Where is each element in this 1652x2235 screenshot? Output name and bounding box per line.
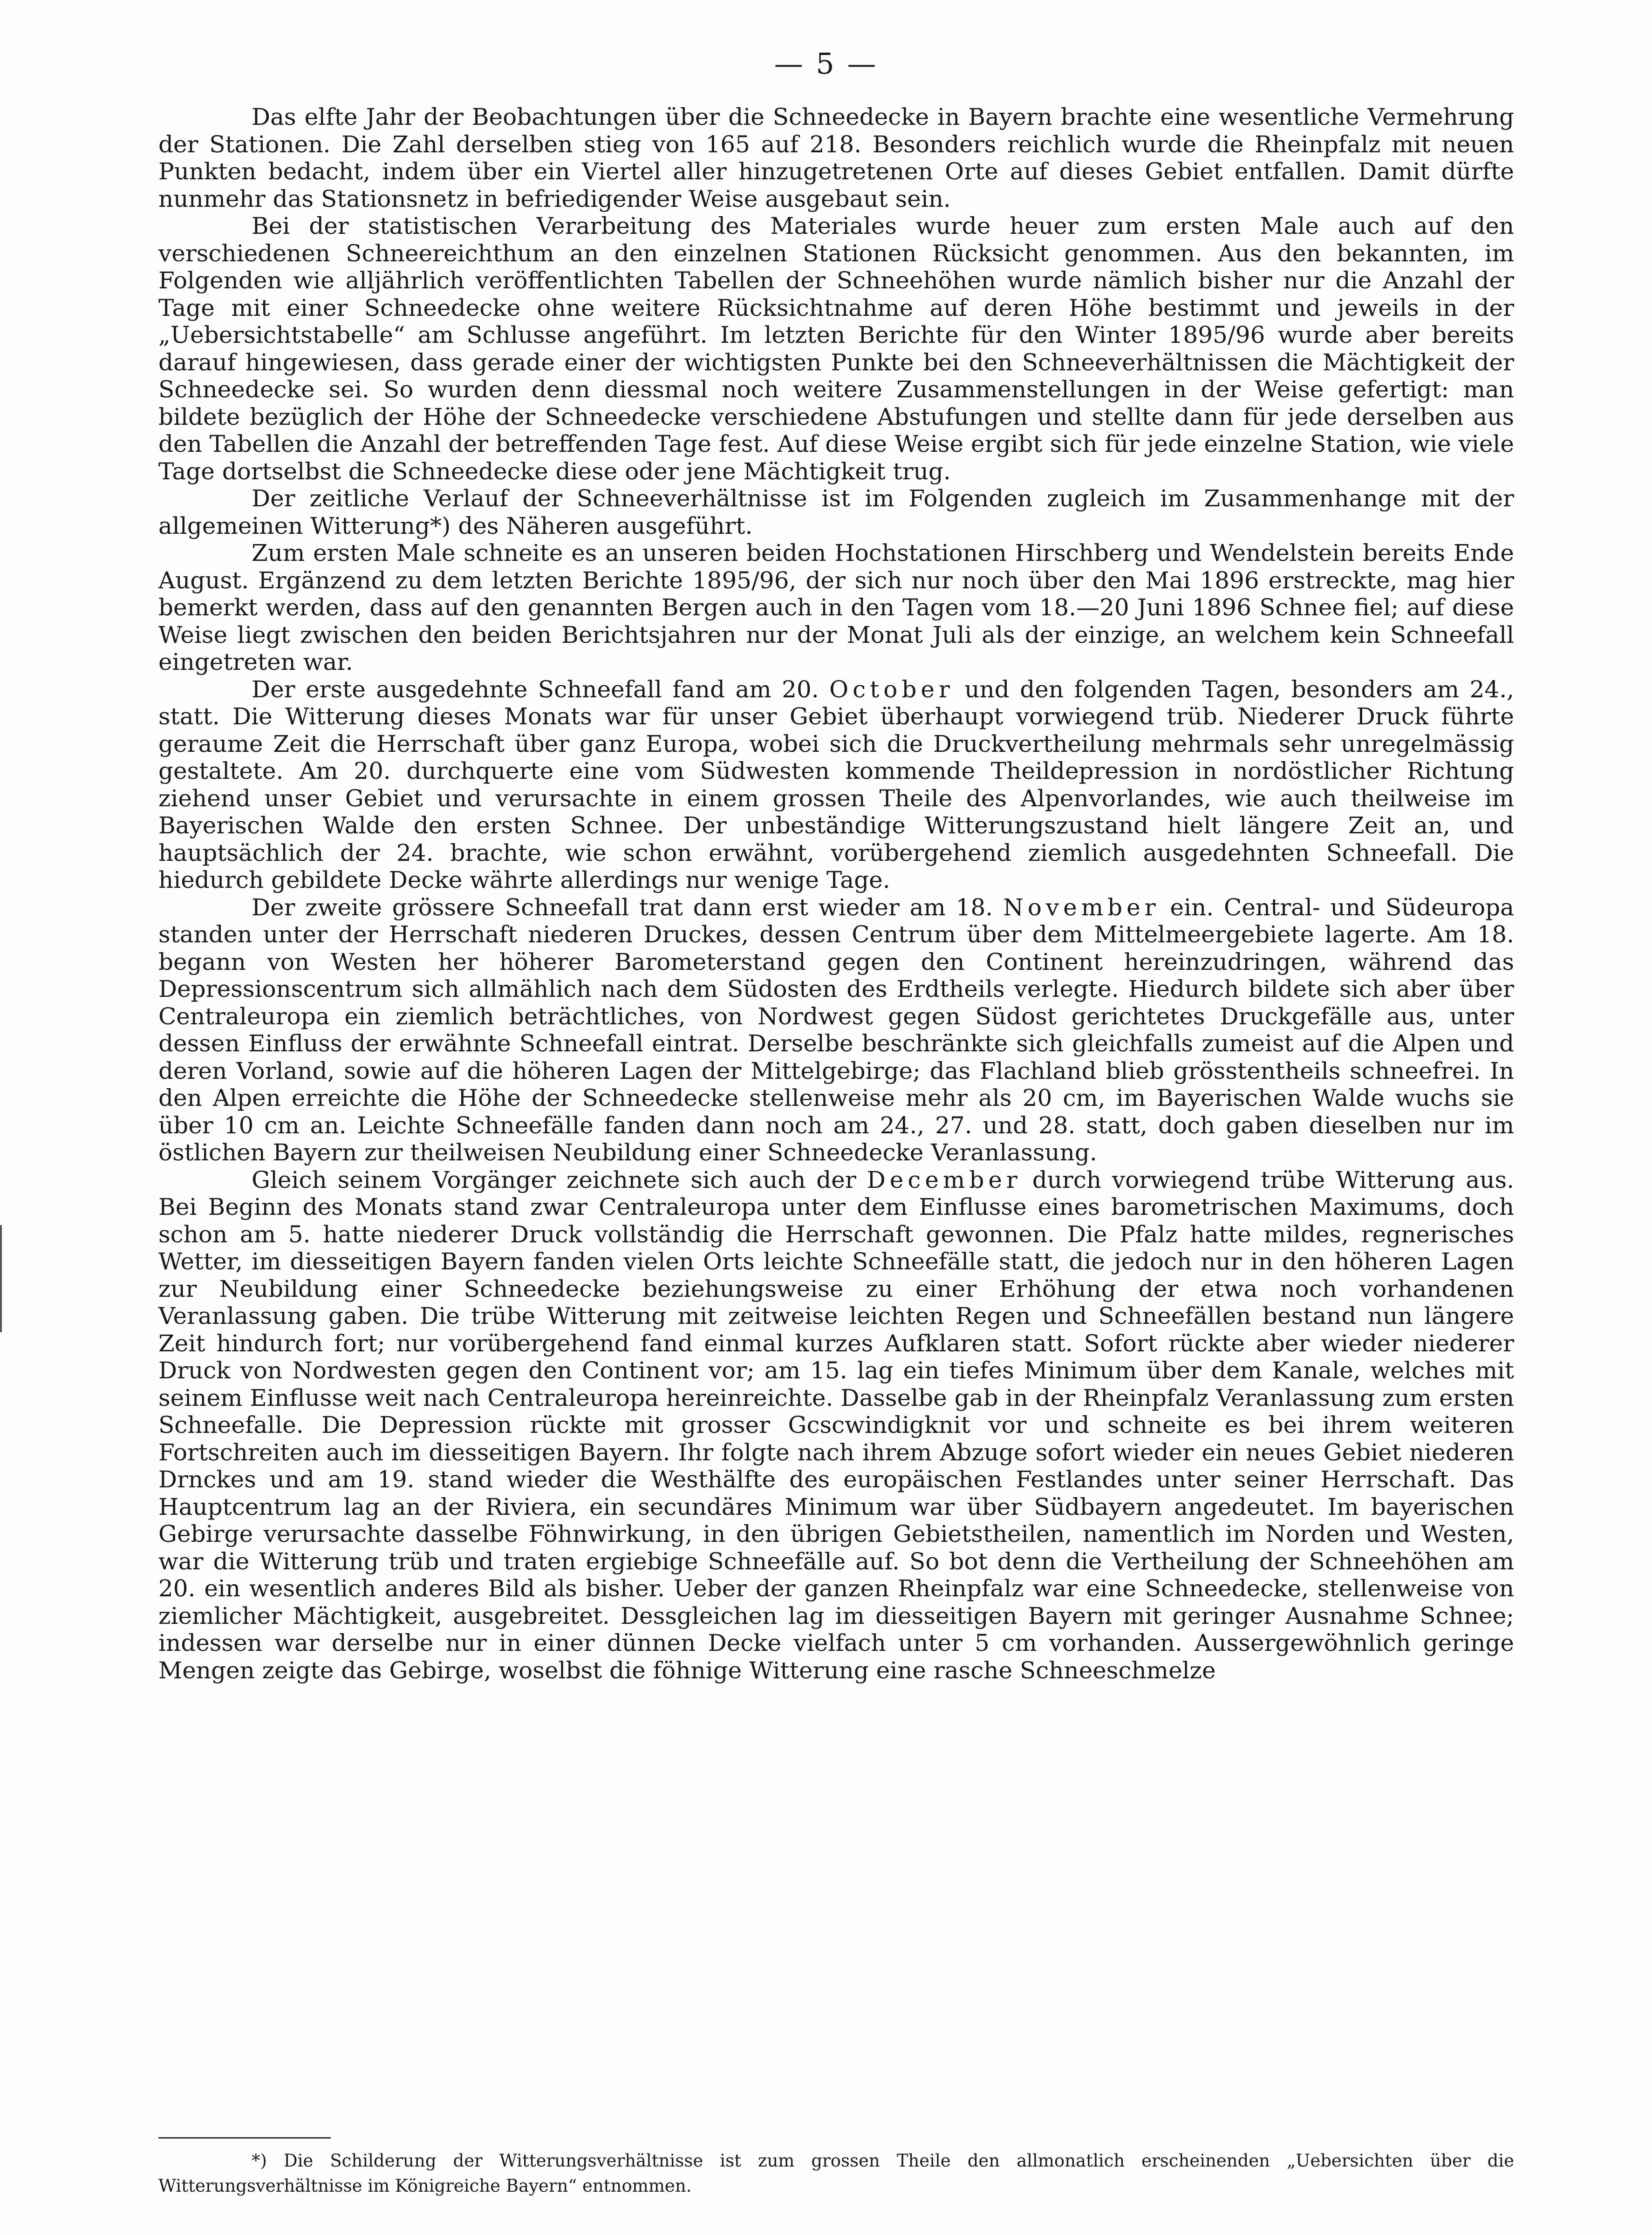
text-segment: Gleich seinem Vorgänger zeichnete sich auch der bbox=[252, 1166, 867, 1193]
text-segment: durch vorwiegend trübe Witterung aus. Bei Beginn des Monats stand zwar Centraleuropa unter dem Einflusse eines barometrischen Maximums, doch schon am 5. hatte niederer Druck vollständig die Herrschaft gewonnen. Die Pfalz hatte mildes, regnerisches Wetter, im diesseitigen Bayern fanden vielen Orts leichte Schneefälle statt, die jedoch nur in den höheren Lagen zur Neubildung einer Schneedecke beziehungsweise zu einer Erhöhung der etwa noch vorhandenen Veranlassung gaben. Die trübe Witterung mit zeitweise leichten Regen und Schneefällen bestand nun längere Zeit hindurch fort; nur vorübergehend fand einmal kurzes Aufklaren statt. Sofort rückte aber wieder niederer Druck von Nordwesten gegen den Continent vor; am 15. lag ein tiefes Minimum über dem Kanale, welches mit seinem Einflusse weit nach Centraleuropa hereinreichte. Dasselbe gab in der Rheinpfalz Veranlassung zum ersten Schneefalle. Die Depression rückte mit grosser Gcscwindigknit vor und schneite es bei ihrem weiteren Fortschreiten auch im diesseitigen Bayern. Ihr folgte nach ihrem Abzuge sofort wieder ein neues Gebiet niederen Drnckes und am 19. stand wieder die Westhälfte des europäischen Festlandes unter seiner Herrschaft. Das Hauptcentrum lag an der Riviera, ein secundäres Minimum war über Südbayern angedeutet. Im bayerischen Gebirge verursachte dasselbe Föhnwirkung, in den übrigen Gebietstheilen, namentlich im Norden und Westen, war die Witterung trüb und traten ergiebige Schneefälle auf. So bot denn die Vertheilung der Schneehöhen am 20. ein wesentlich anderes Bild als bisher. Ueber der ganzen Rheinpfalz war eine Schneedecke, stellenweise von ziemlicher Mächtigkeit, ausgebreitet. Dessgleichen lag im diesseitigen Bayern mit geringer Ausnahme Schnee; indessen war derselbe nur in einer dünnen Decke vielfach unter 5 cm vorhanden. Aussergewöhnlich geringe Mengen zeigte das Gebirge, woselbst die föhnige Witterung eine rasche Schneeschmelze bbox=[158, 1166, 1514, 1684]
paragraph bbox=[158, 676, 1514, 894]
text-segment: Das elfte Jahr der Beobachtungen über die Schneedecke in Bayern brachte eine wesentliche Vermehrung der Stationen. Die Zahl derselben stieg von 165 auf 218. Besonders reichlich wurde die Rheinpfalz mit neuen Punkten bedacht, indem über ein Viertel aller hinzugetretenen Orte auf dieses Gebiet entfallen. Damit dürfte nunmehr das Stationsnetz in befriedigender Weise ausgebaut sein. bbox=[158, 103, 1514, 212]
text-segment: Zum ersten Male schneite es an unseren beiden Hochstationen Hirschberg und Wendelstein bereits Ende August. Ergänzend zu dem letzten Berichte 1895/96, der sich nur noch über den Mai 1896 erstreckte, mag hier bemerkt werden, dass auf den genannten Bergen auch in den Tagen vom 18.—20 Juni 1896 Schnee fiel; auf diese Weise liegt zwischen den beiden Berichtsjahren nur der Monat Juli als der einzige, an welchem kein Schneefall eingetreten war. bbox=[158, 539, 1514, 675]
paragraph bbox=[158, 485, 1514, 539]
paragraph bbox=[158, 212, 1514, 485]
paragraph bbox=[158, 1166, 1514, 1684]
text-segment: Der zeitliche Verlauf der Schneeverhältnisse ist im Folgenden zugleich im Zusammenhange mit der allgemeinen Witterung*) des Näheren ausgeführt. bbox=[158, 485, 1514, 539]
margin-mark bbox=[0, 1225, 2, 1332]
footnote: *) Die Schilderung der Witterungsverhältnisse ist zum grossen Theile den allmonatlich erscheinenden „Uebersichten über die Witterungsverhältnisse im Königreiche Bayern“ entnommen. bbox=[158, 2151, 1514, 2196]
paragraph bbox=[158, 103, 1514, 212]
text-segment: und den folgenden Tagen, besonders am 24., statt. Die Witterung dieses Monats war für unser Gebiet überhaupt vorwiegend trüb. Niederer Druck führte geraume Zeit die Herrschaft über ganz Europa, wobei sich die Druckvertheilung mehrmals sehr unregelmässig gestaltete. Am 20. durchquerte eine vom Südwesten kommende Theildepression in nordöstlicher Richtung ziehend unser Gebiet und verursachte in einem grossen Theile des Alpenvorlandes, wie auch theilweise im Bayerischen Walde den ersten Schnee. Der unbeständige Witterungszustand hielt längere Zeit an, und hauptsächlich der 24. brachte, wie schon erwähnt, vorübergehend ziemlich ausgedehnten Schneefall. Die hiedurch gebildete Decke währte allerdings nur wenige Tage. bbox=[158, 675, 1514, 893]
footnote-rule bbox=[158, 2137, 331, 2139]
month-name: December bbox=[867, 1166, 1022, 1193]
page-number: — 5 — bbox=[774, 47, 878, 81]
month-name: October bbox=[829, 675, 954, 703]
paragraph bbox=[158, 539, 1514, 676]
text-segment: Der erste ausgedehnte Schneefall fand am 20. bbox=[252, 675, 830, 703]
month-name: November bbox=[1003, 893, 1160, 921]
text-segment: Der zweite grössere Schneefall trat dann erst wieder am 18. bbox=[252, 893, 1003, 921]
text-segment: ein. Central- und Südeuropa standen unter der Herrschaft niederen Druckes, dessen Centrum über dem Mittelmeergebiete lagerte. Am 18. begann von Westen her höherer Barometerstand gegen den Continent hereinzudringen, während das Depressionscentrum sich allmählich nach dem Südosten des Erdtheils verlegte. Hiedurch bildete sich aber über Centraleuropa ein ziemlich beträchtliches, von Nordwest gegen Südost gerichtetes Druckgefälle aus, unter dessen Einfluss der erwähnte Schneefall eintrat. Derselbe beschränkte sich gleichfalls zumeist auf die Alpen und deren Vorland, sowie auf die höheren Lagen der Mittelgebirge; das Flachland blieb grösstentheils schneefrei. In den Alpen erreichte die Höhe der Schneedecke stellenweise mehr als 20 cm, im Bayerischen Walde wuchs sie über 10 cm an. Leichte Schneefälle fanden dann noch am 24., 27. und 28. statt, doch gaben dieselben nur im östlichen Bayern zur theilweisen Neubildung einer Schneedecke Veranlassung. bbox=[158, 893, 1514, 1166]
body-text bbox=[158, 103, 1514, 1684]
paragraph bbox=[158, 894, 1514, 1166]
text-segment: Bei der statistischen Verarbeitung des Materiales wurde heuer zum ersten Male auch auf den verschiedenen Schneereichthum an den einzelnen Stationen Rücksicht genommen. Aus den bekannten, im Folgenden wie alljährlich veröffentlichten Tabellen der Schneehöhen wurde nämlich bisher nur die Anzahl der Tage mit einer Schneedecke ohne weitere Rücksichtnahme auf deren Höhe bestimmt und jeweils in der „Uebersichtstabelle“ am Schlusse angeführt. Im letzten Berichte für den Winter 1895/96 wurde aber bereits darauf hingewiesen, dass gerade einer der wichtigsten Punkte bei den Schneeverhältnissen die Mächtigkeit der Schneedecke sei. So wurden denn diessmal noch weitere Zusammenstellungen in der Weise gefertigt: man bildete bezüglich der Höhe der Schneedecke verschiedene Abstufungen und stellte dann für jede derselben aus den Tabellen die Anzahl der betreffenden Tage fest. Auf diese Weise ergibt sich für jede einzelne Station, wie viele Tage dortselbst die Schneedecke diese oder jene Mächtigkeit trug. bbox=[158, 212, 1514, 485]
